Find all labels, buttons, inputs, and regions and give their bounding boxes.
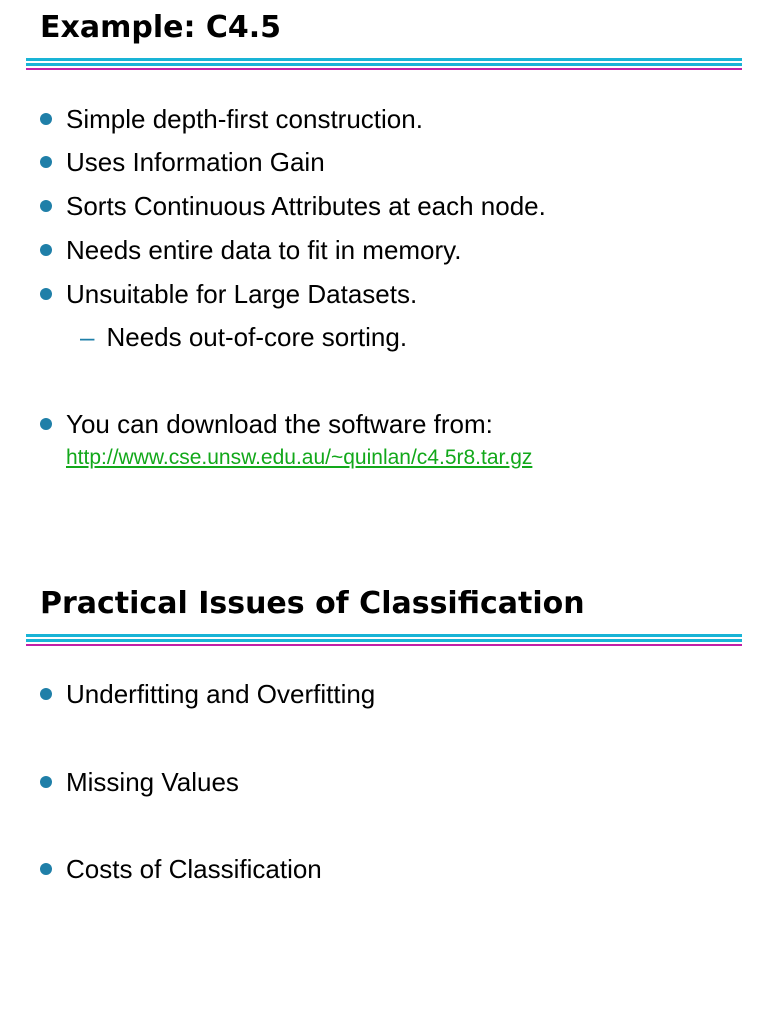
list-item (40, 853, 322, 885)
list-item (40, 766, 239, 798)
title-divider (26, 68, 742, 70)
bullet-text: Sorts Continuous Attributes at each node. (66, 191, 546, 221)
sub-bullet-text: Needs out-of-core sorting. (106, 322, 408, 352)
round-bullet-icon (40, 288, 52, 300)
title-divider (26, 644, 742, 646)
round-bullet-icon (40, 113, 52, 125)
bullet-text: Missing Values (66, 767, 239, 797)
round-bullet-icon (40, 688, 52, 700)
sub-list-item (80, 321, 407, 353)
bullet-text: Underfitting and Overfitting (66, 679, 376, 709)
bullet-text: Needs entire data to fit in memory. (66, 235, 462, 265)
list-item (40, 234, 461, 266)
bullet-text: Simple depth-first construction. (66, 104, 423, 134)
slide-title: Example: C4.5 (40, 10, 282, 45)
round-bullet-icon (40, 776, 52, 788)
list-item (40, 678, 375, 710)
bullet-text: Costs of Classification (66, 854, 322, 884)
bullet-text: Uses Information Gain (66, 147, 325, 177)
slide-practical-issues (0, 576, 768, 1024)
round-bullet-icon (40, 244, 52, 256)
list-item (40, 190, 546, 222)
title-divider (26, 63, 742, 66)
round-bullet-icon (40, 200, 52, 212)
round-bullet-icon (40, 863, 52, 875)
round-bullet-icon (40, 156, 52, 168)
list-item (40, 103, 423, 135)
dash-bullet-icon: – (80, 322, 95, 352)
title-divider (26, 58, 742, 61)
list-item (40, 278, 417, 310)
round-bullet-icon (40, 418, 52, 430)
bullet-text: Unsuitable for Large Datasets. (66, 279, 418, 309)
list-item (40, 408, 493, 440)
title-divider (26, 634, 742, 637)
bullet-text: You can download the software from: (66, 409, 493, 439)
title-divider (26, 639, 742, 642)
slide-title: Practical Issues of Classification (40, 586, 585, 621)
list-item (40, 146, 325, 178)
download-link[interactable]: http://www.cse.unsw.edu.au/~quinlan/c4.5r8.tar.gz (66, 446, 533, 469)
